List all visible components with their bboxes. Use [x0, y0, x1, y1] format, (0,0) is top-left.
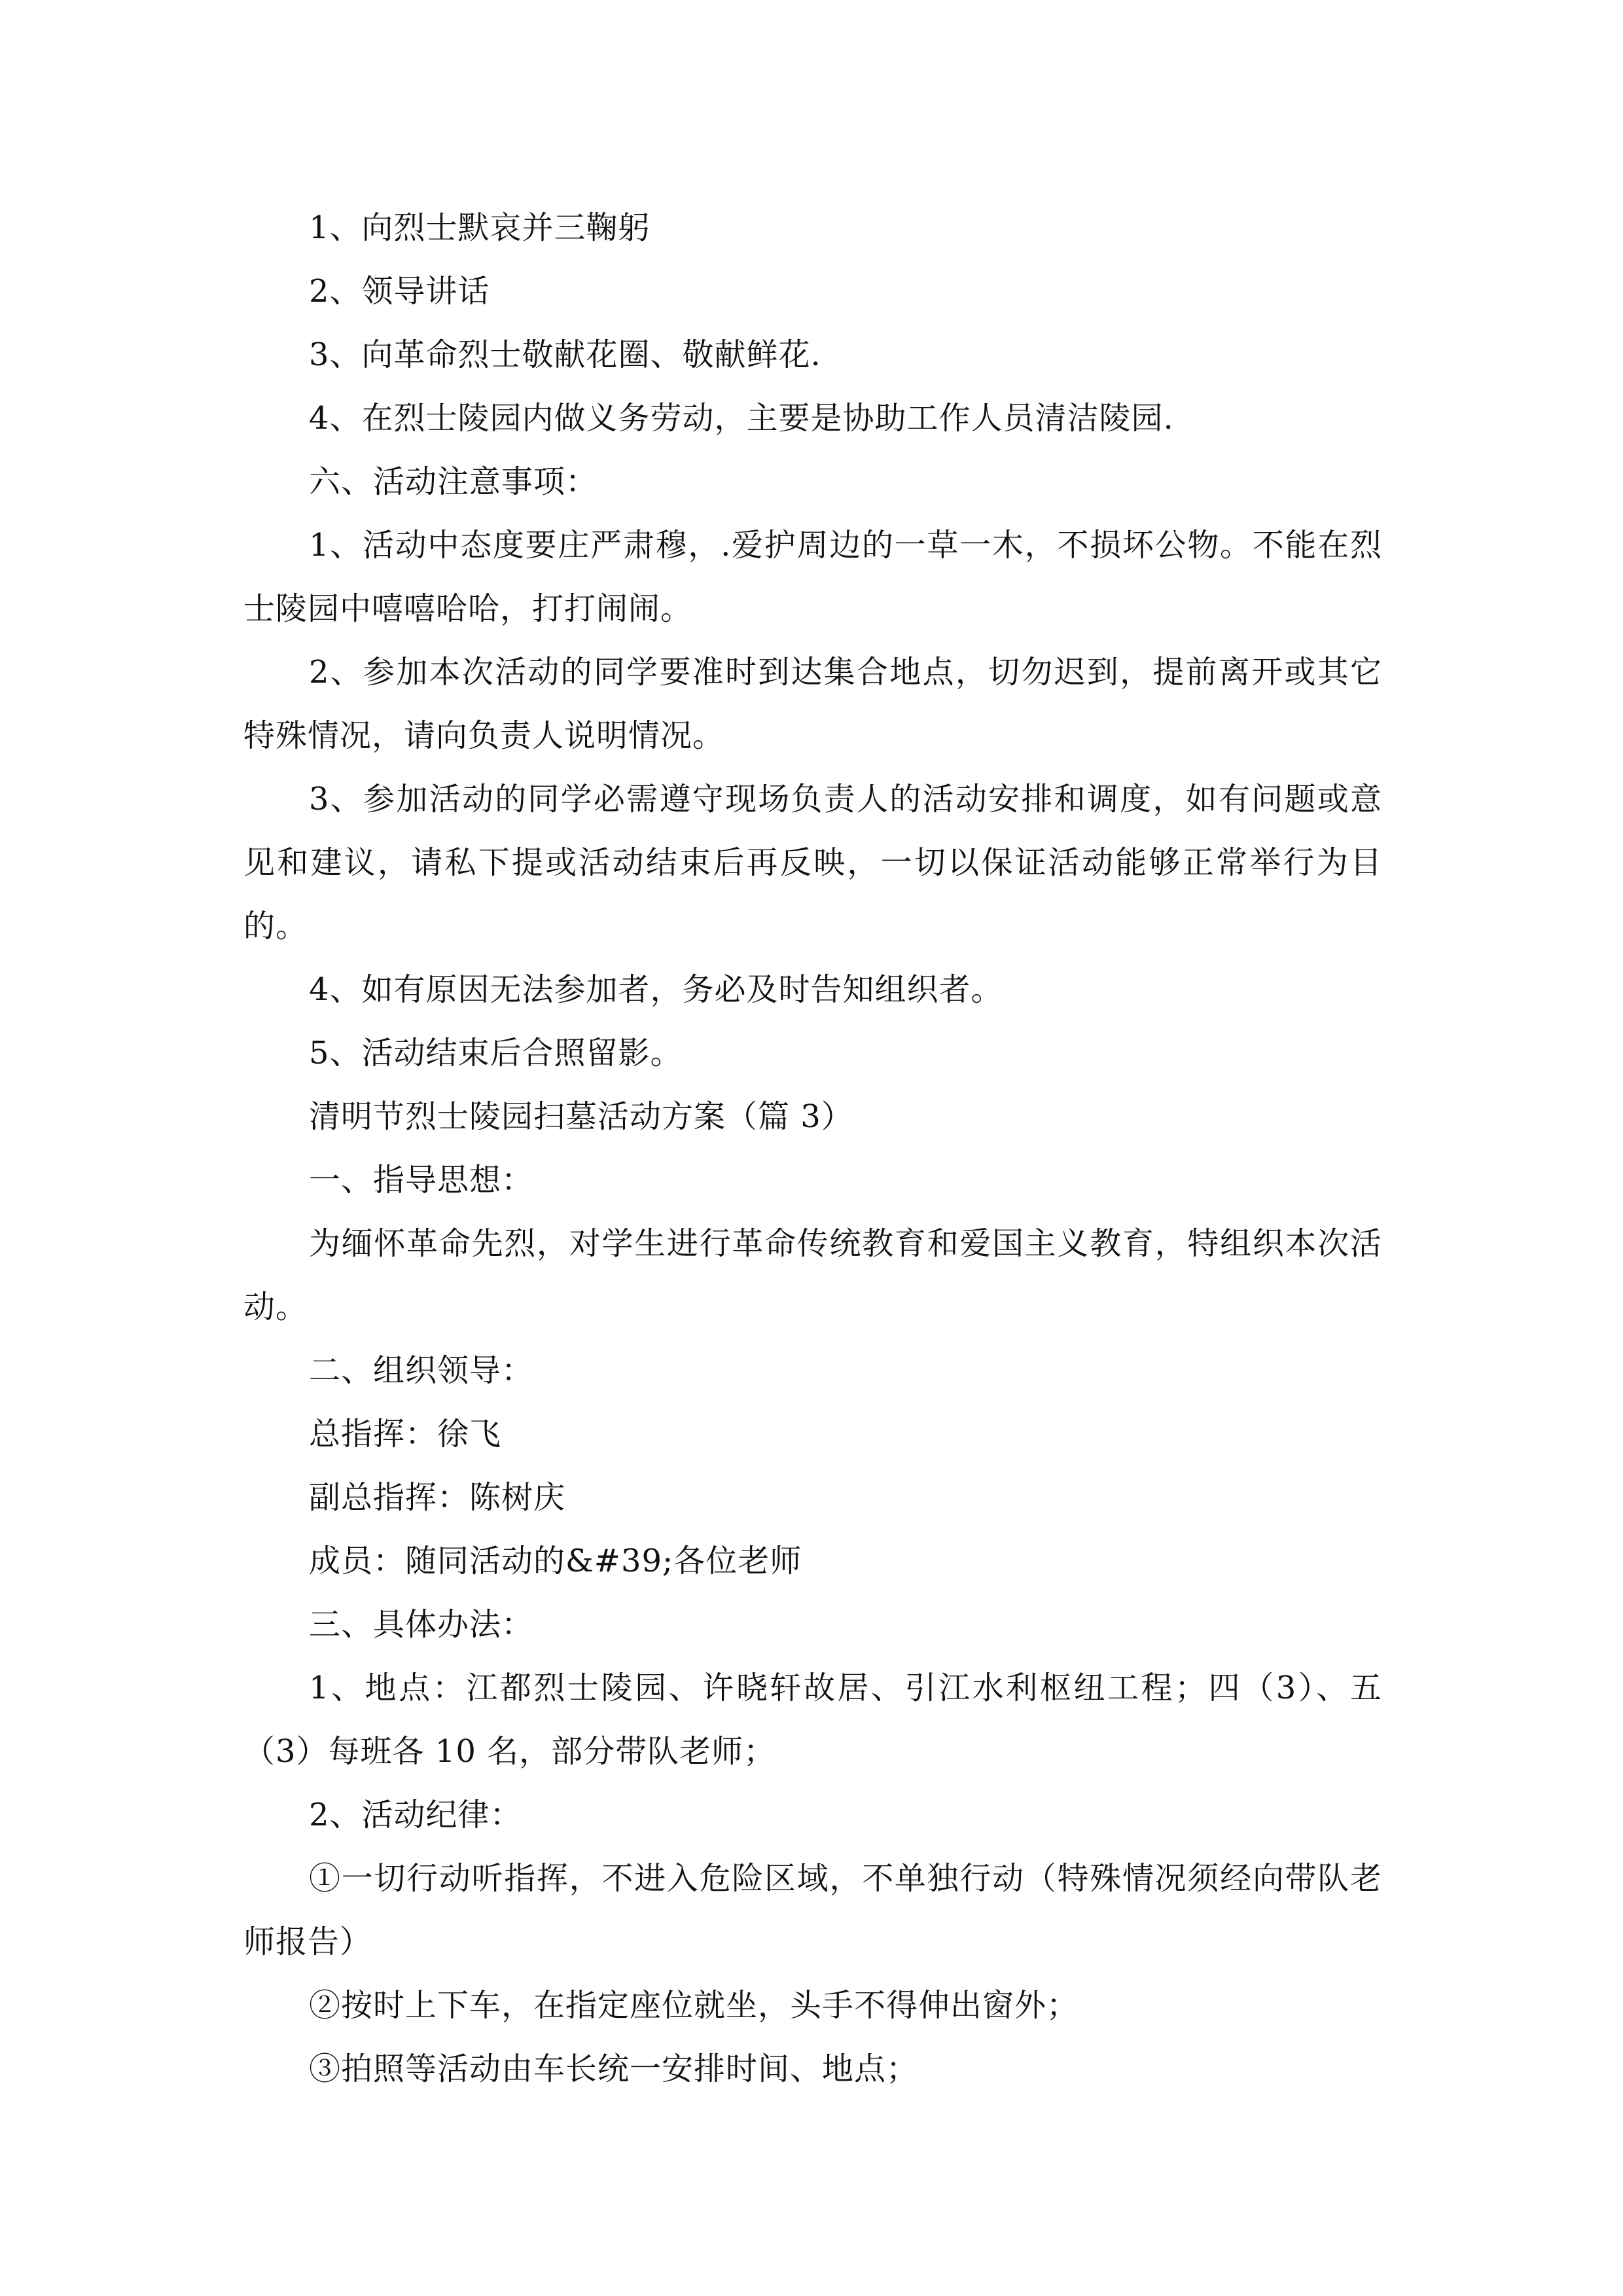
leader-commander: 总指挥：徐飞	[309, 1416, 502, 1452]
guiding-text: 为缅怀革命先烈，对学生进行革命传统教育和爱国主义教育，特组织本次活动。	[243, 1225, 1382, 1325]
note-item-2: 2、参加本次活动的同学要准时到达集合地点，切勿迟到，提前离开或其它特殊情况，请向负责人说明情况。	[243, 654, 1382, 754]
list-item-labor: 4、在烈士陵园内做义务劳动，主要是协助工作人员清洁陵园.	[309, 400, 1174, 437]
discipline-item-2: ②按时上下车，在指定座位就坐，头手不得伸出窗外；	[309, 1987, 1079, 2024]
section-heading-methods: 三、具体办法：	[309, 1606, 534, 1643]
list-item-wreath: 3、向革命烈士敬献花圈、敬献鲜花.	[309, 336, 821, 373]
section-heading-notes: 六、活动注意事项：	[309, 463, 598, 500]
list-item-speech: 2、领导讲话	[309, 273, 490, 310]
leader-deputy: 副总指挥：陈树庆	[309, 1479, 566, 1516]
section-heading-guiding: 一、指导思想：	[309, 1162, 534, 1198]
section-heading-leadership: 二、组织领导：	[309, 1352, 534, 1389]
note-item-3: 3、参加活动的同学必需遵守现场负责人的活动安排和调度，如有问题或意见和建议，请私下提或活动结束后再反映，一切以保证活动能够正常举行为目的。	[243, 781, 1382, 944]
discipline-item-3: ③拍照等活动由车长统一安排时间、地点；	[309, 2051, 919, 2087]
leader-members: 成员：随同活动的&#39;各位老师	[309, 1543, 802, 1579]
note-item-4: 4、如有原因无法参加者，务必及时告知组织者。	[309, 971, 1003, 1008]
note-item-5: 5、活动结束后合照留影。	[309, 1035, 683, 1071]
method-location: 1、地点：江都烈士陵园、许晓轩故居、引江水利枢纽工程；四（3）、五（3）每班各 10 名，部分带队老师；	[243, 1670, 1382, 1770]
discipline-item-1: ①一切行动听指挥，不进入危险区域，不单独行动（特殊情况须经向带队老师报告）	[243, 1860, 1382, 1960]
method-discipline: 2、活动纪律：	[309, 1797, 522, 1833]
article-title: 清明节烈士陵园扫墓活动方案（篇 3）	[309, 1098, 853, 1135]
document-body	[243, 196, 1382, 2101]
list-item-mourn: 1、向烈士默哀并三鞠躬	[309, 209, 651, 246]
note-item-1: 1、活动中态度要庄严肃穆，.爱护周边的一草一木，不损坏公物。不能在烈士陵园中嘻嘻哈哈，打打闹闹。	[243, 527, 1382, 627]
